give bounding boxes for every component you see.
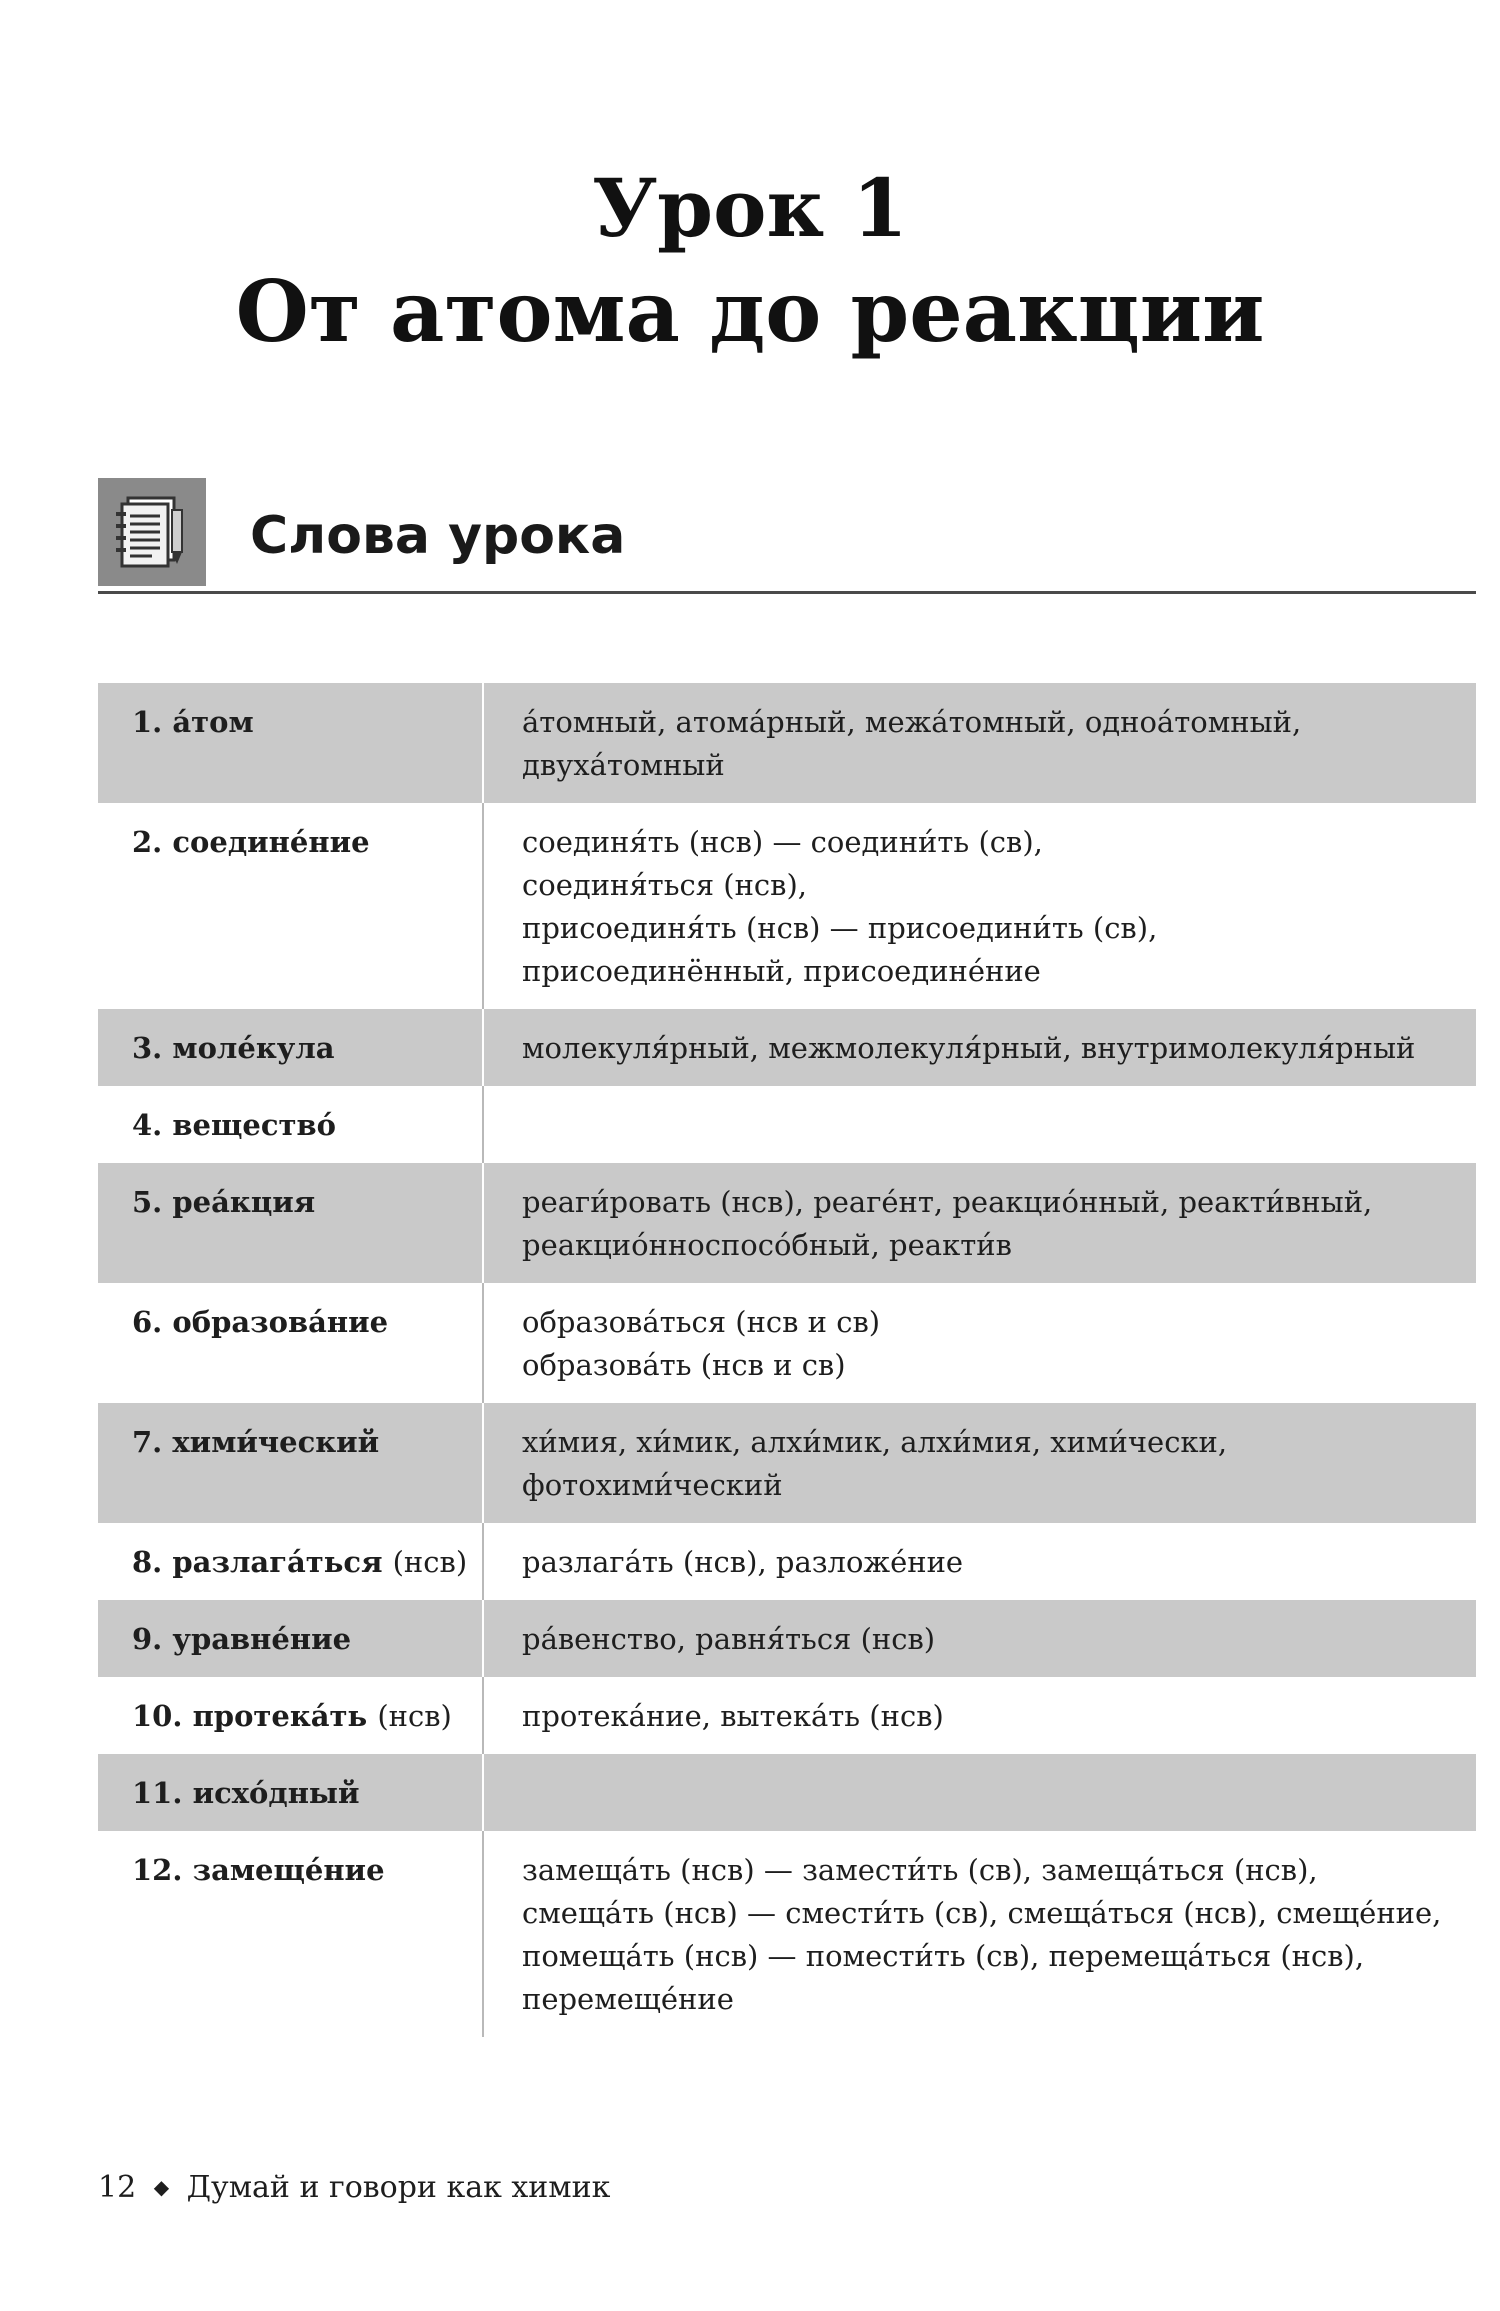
derivatives-cell bbox=[483, 1754, 1476, 1831]
derivative-line bbox=[522, 1104, 1466, 1147]
headword: а́том bbox=[172, 705, 254, 739]
headword-cell bbox=[98, 1523, 483, 1600]
derivative-line: разлага́ть (нсв), разложе́ние bbox=[522, 1545, 964, 1579]
headword-cell bbox=[98, 683, 483, 803]
entry-number: 6. bbox=[132, 1305, 163, 1339]
lesson-title: От атома до реакции bbox=[235, 262, 1265, 361]
entry-number: 10. bbox=[132, 1699, 183, 1733]
section-title: Слова урока bbox=[250, 506, 626, 566]
diamond-icon: ◆ bbox=[153, 2175, 170, 2199]
derivative-line: хи́мия, хи́мик, алхи́мик, алхи́мия, хими́чески, bbox=[522, 1425, 1228, 1459]
headword: соедине́ние bbox=[172, 825, 370, 859]
derivatives-cell bbox=[483, 803, 1476, 1009]
section-header bbox=[98, 478, 1476, 594]
derivatives-cell bbox=[483, 1831, 1476, 2037]
derivative-line: молекуля́рный, межмолекуля́рный, внутримолекуля́рный bbox=[522, 1031, 1416, 1065]
headword-cell bbox=[98, 1163, 483, 1283]
derivatives-cell bbox=[483, 1523, 1476, 1600]
entry-number: 8. bbox=[132, 1545, 163, 1579]
headword: исхо́дный bbox=[192, 1776, 360, 1810]
derivative-line: образова́ть (нсв и св) bbox=[522, 1348, 846, 1382]
headword-cell bbox=[98, 1754, 483, 1831]
derivative-line: помеща́ть (нсв) — помести́ть (св), перемеща́ться (нсв), bbox=[522, 1939, 1365, 1973]
table-row bbox=[98, 683, 1476, 803]
derivative-line: фотохими́ческий bbox=[522, 1468, 783, 1502]
derivative-line: смеща́ть (нсв) — смести́ть (св), смеща́ться (нсв), смеще́ние, bbox=[522, 1896, 1442, 1930]
entry-number: 3. bbox=[132, 1031, 163, 1065]
table-row bbox=[98, 1009, 1476, 1086]
aspect-note: (нсв) bbox=[392, 1545, 468, 1579]
derivatives-cell bbox=[483, 1283, 1476, 1403]
derivative-line: двуха́томный bbox=[522, 748, 725, 782]
page-footer bbox=[98, 2170, 610, 2205]
entry-number: 4. bbox=[132, 1108, 163, 1142]
table-row bbox=[98, 1283, 1476, 1403]
headword: хими́ческий bbox=[172, 1425, 380, 1459]
derivative-line: образова́ться (нсв и св) bbox=[522, 1305, 881, 1339]
entry-number: 11. bbox=[132, 1776, 183, 1810]
derivatives-cell bbox=[483, 1677, 1476, 1754]
entry-number: 2. bbox=[132, 825, 163, 859]
headword: образова́ние bbox=[172, 1305, 389, 1339]
derivative-line: реакцио́нноспосо́бный, реакти́в bbox=[522, 1228, 1012, 1262]
derivative-line: реаги́ровать (нсв), реаге́нт, реакцио́нный, реакти́вный, bbox=[522, 1185, 1373, 1219]
headword: разлага́ться bbox=[172, 1545, 383, 1579]
headword: замеще́ние bbox=[192, 1853, 385, 1887]
page-number: 12 bbox=[98, 2170, 137, 2205]
headword-cell bbox=[98, 1086, 483, 1163]
table-row bbox=[98, 1754, 1476, 1831]
table-row bbox=[98, 1086, 1476, 1163]
entry-number: 7. bbox=[132, 1425, 163, 1459]
table-row bbox=[98, 1163, 1476, 1283]
headword: уравне́ние bbox=[172, 1622, 352, 1656]
entry-number: 1. bbox=[132, 705, 163, 739]
table-row bbox=[98, 1523, 1476, 1600]
derivative-line: соединя́ться (нсв), bbox=[522, 868, 808, 902]
book-title: Думай и говори как химик bbox=[186, 2170, 611, 2205]
derivative-line: а́томный, атома́рный, межа́томный, одноа́томный, bbox=[522, 705, 1302, 739]
table-row bbox=[98, 803, 1476, 1009]
derivative-line: присоединённый, присоедине́ние bbox=[522, 954, 1041, 988]
entry-number: 12. bbox=[132, 1853, 183, 1887]
table-row bbox=[98, 1831, 1476, 2037]
headword-cell bbox=[98, 1831, 483, 2037]
derivatives-cell bbox=[483, 1086, 1476, 1163]
headword: реа́кция bbox=[172, 1185, 316, 1219]
headword: вещество́ bbox=[172, 1108, 336, 1142]
entry-number: 5. bbox=[132, 1185, 163, 1219]
derivatives-cell bbox=[483, 1600, 1476, 1677]
table-row bbox=[98, 1600, 1476, 1677]
derivative-line: перемеще́ние bbox=[522, 1982, 734, 2016]
notebook-icon bbox=[98, 478, 206, 586]
headword-cell bbox=[98, 1283, 483, 1403]
lesson-number: Урок 1 bbox=[592, 161, 908, 255]
headword-cell bbox=[98, 1009, 483, 1086]
derivative-line: присоединя́ть (нсв) — присоедини́ть (св), bbox=[522, 911, 1158, 945]
vocabulary-table bbox=[98, 683, 1476, 2037]
derivative-line: соединя́ть (нсв) — соедини́ть (св), bbox=[522, 825, 1043, 859]
derivative-line: замеща́ть (нсв) — замести́ть (св), замеща́ться (нсв), bbox=[522, 1853, 1318, 1887]
derivatives-cell bbox=[483, 1403, 1476, 1523]
table-row bbox=[98, 1403, 1476, 1523]
derivative-line: ра́венство, равня́ться (нсв) bbox=[522, 1622, 936, 1656]
headword-cell bbox=[98, 1600, 483, 1677]
headword-cell bbox=[98, 803, 483, 1009]
entry-number: 9. bbox=[132, 1622, 163, 1656]
aspect-note: (нсв) bbox=[377, 1699, 452, 1733]
derivative-line bbox=[522, 1772, 1466, 1815]
headword-cell bbox=[98, 1677, 483, 1754]
derivative-line: протека́ние, вытека́ть (нсв) bbox=[522, 1699, 944, 1733]
derivatives-cell bbox=[483, 1163, 1476, 1283]
section-divider bbox=[98, 591, 1476, 594]
headword: протека́ть bbox=[192, 1699, 368, 1733]
headword: моле́кула bbox=[172, 1031, 335, 1065]
derivatives-cell bbox=[483, 683, 1476, 803]
headword-cell bbox=[98, 1403, 483, 1523]
derivatives-cell bbox=[483, 1009, 1476, 1086]
table-row bbox=[98, 1677, 1476, 1754]
